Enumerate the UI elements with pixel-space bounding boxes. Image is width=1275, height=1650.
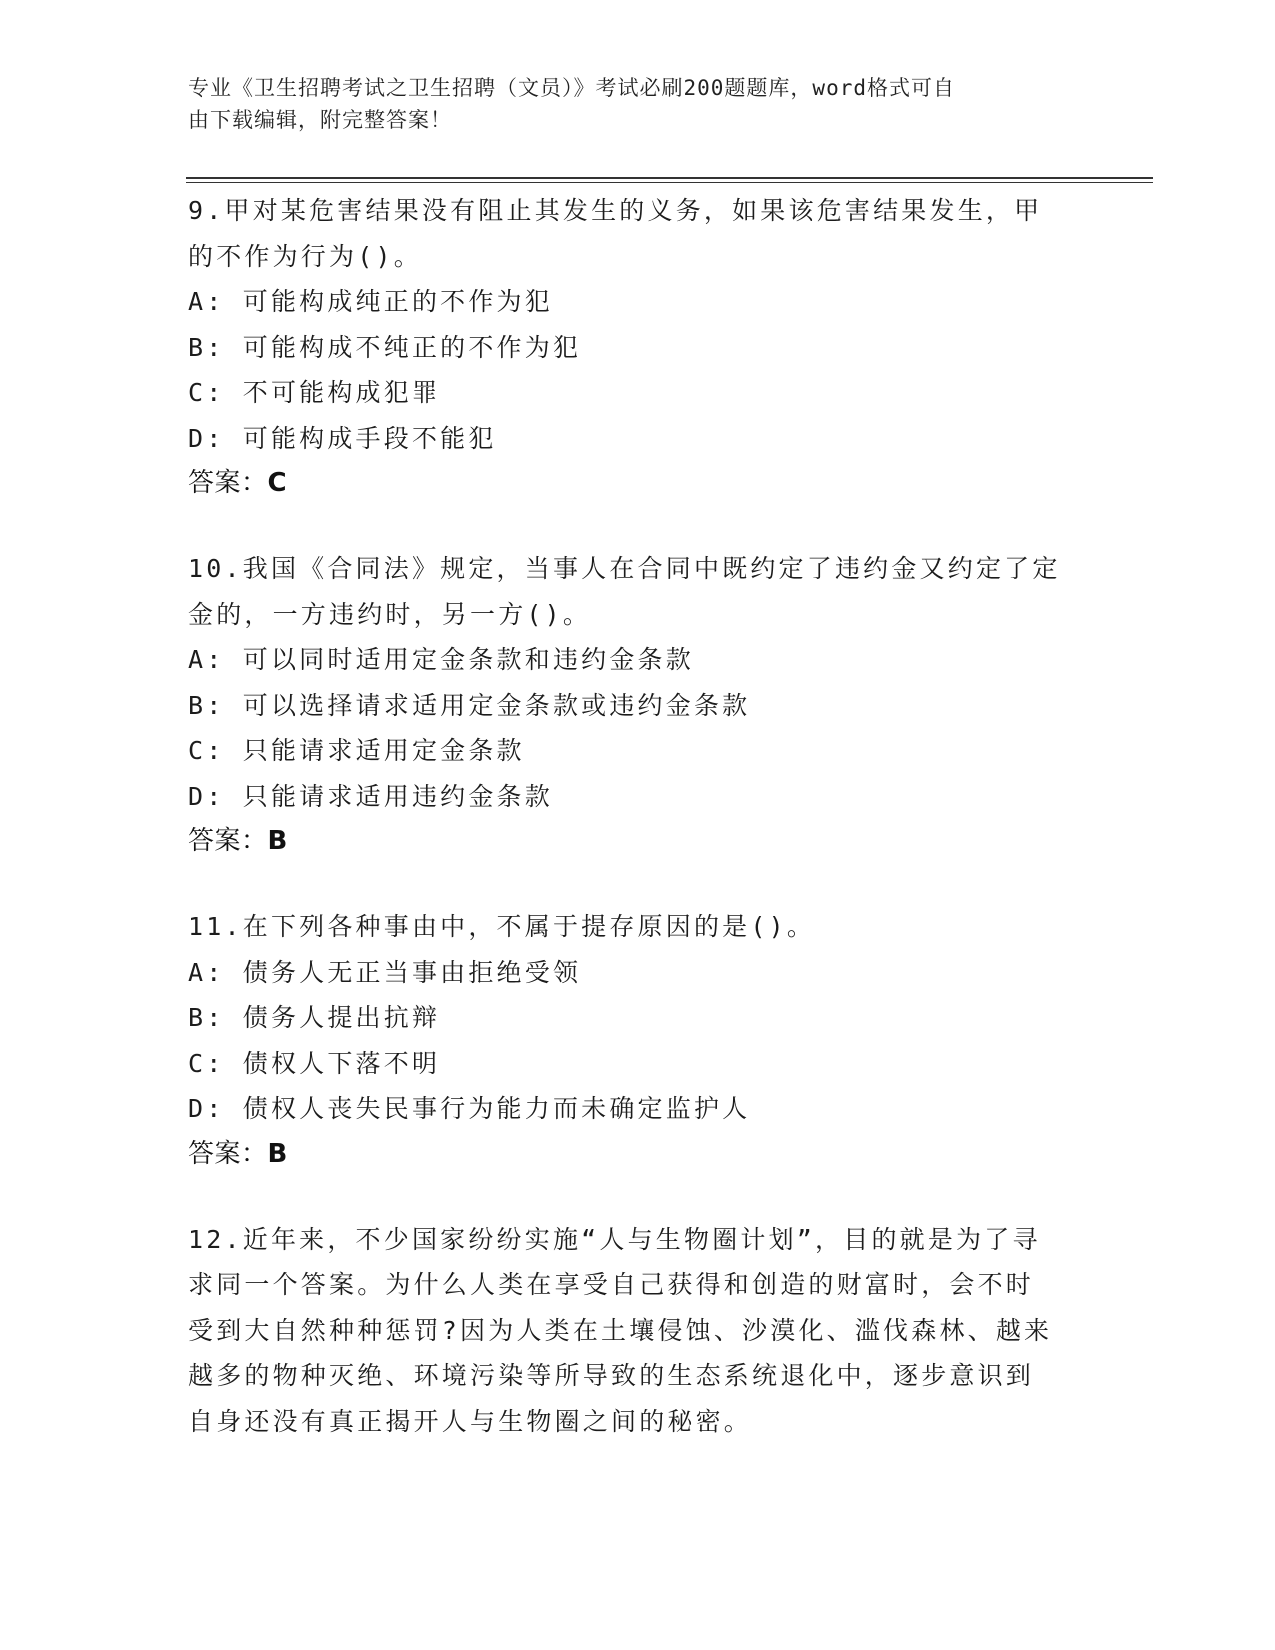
answer-value: C: [267, 468, 288, 498]
option-a: A: 可能构成纯正的不作为犯: [188, 287, 553, 316]
question-stem-line: 9.甲对某危害结果没有阻止其发生的义务，如果该危害结果发生，甲: [188, 196, 1043, 225]
option-b: B: 债务人提出抗辩: [188, 1003, 441, 1032]
option-b: B: 可以选择请求适用定金条款或违约金条款: [188, 690, 751, 720]
question-block: [188, 188, 1088, 506]
answer-label: 答案：: [188, 468, 268, 498]
option-c: C: 不可能构成犯罪: [188, 378, 441, 407]
question-stem-line: 12.近年来，不少国家纷纷实施“人与生物圈计划”，目的就是为了寻: [188, 1224, 1041, 1254]
question-stem-line: 10.我国《合同法》规定，当事人在合同中既约定了违约金又约定了定: [188, 554, 1061, 583]
header-line-1: 专业《卫生招聘考试之卫生招聘（文员）》考试必刷200题题库，word格式可自: [188, 76, 955, 100]
answer-line: [188, 819, 1088, 864]
header-divider-thick: [186, 177, 1153, 179]
header-line-2: 由下载编辑，附完整答案！: [188, 108, 452, 132]
option-d: D: 可能构成手段不能犯: [188, 423, 497, 453]
answer-label: 答案：: [188, 1138, 268, 1169]
answer-line: [188, 461, 1088, 506]
header-divider-thin: [186, 182, 1153, 183]
question-block: [188, 1217, 1088, 1445]
question-stem-line: 自身还没有真正揭开人与生物圈之间的秘密。: [188, 1406, 753, 1436]
answer-label: 答案：: [188, 826, 268, 856]
option-b: B: 可能构成不纯正的不作为犯: [188, 332, 582, 362]
answer-line: [188, 1132, 1088, 1177]
option-c: C: 债权人下落不明: [188, 1048, 441, 1078]
question-block: [188, 904, 1088, 1177]
question-stem-line: 越多的物种灭绝、环境污染等所导致的生态系统退化中，逐步意识到: [188, 1361, 1035, 1390]
question-stem-line: 11.在下列各种事由中，不属于提存原因的是()。: [188, 912, 816, 941]
option-a: A: 债务人无正当事由拒绝受领: [188, 957, 582, 987]
question-stem-line: 求同一个答案。为什么人类在享受自己获得和创造的财富时，会不时: [188, 1270, 1035, 1299]
question-stem-line: 金的，一方违约时，另一方()。: [188, 599, 592, 629]
option-d: D: 债权人丧失民事行为能力而未确定监护人: [188, 1094, 751, 1123]
option-a: A: 可以同时适用定金条款和违约金条款: [188, 645, 694, 674]
question-stem-line: 受到大自然种种惩罚?因为人类在土壤侵蚀、沙漠化、滥伐森林、越来: [188, 1315, 1053, 1345]
answer-value: B: [267, 826, 288, 856]
document-header: [188, 72, 1088, 136]
option-d: D: 只能请求适用违约金条款: [188, 781, 553, 811]
question-stem-line: 的不作为行为()。: [188, 241, 422, 271]
question-block: [188, 546, 1088, 864]
answer-value: B: [267, 1138, 288, 1169]
option-c: C: 只能请求适用定金条款: [188, 736, 525, 765]
question-list: [188, 188, 1088, 1484]
